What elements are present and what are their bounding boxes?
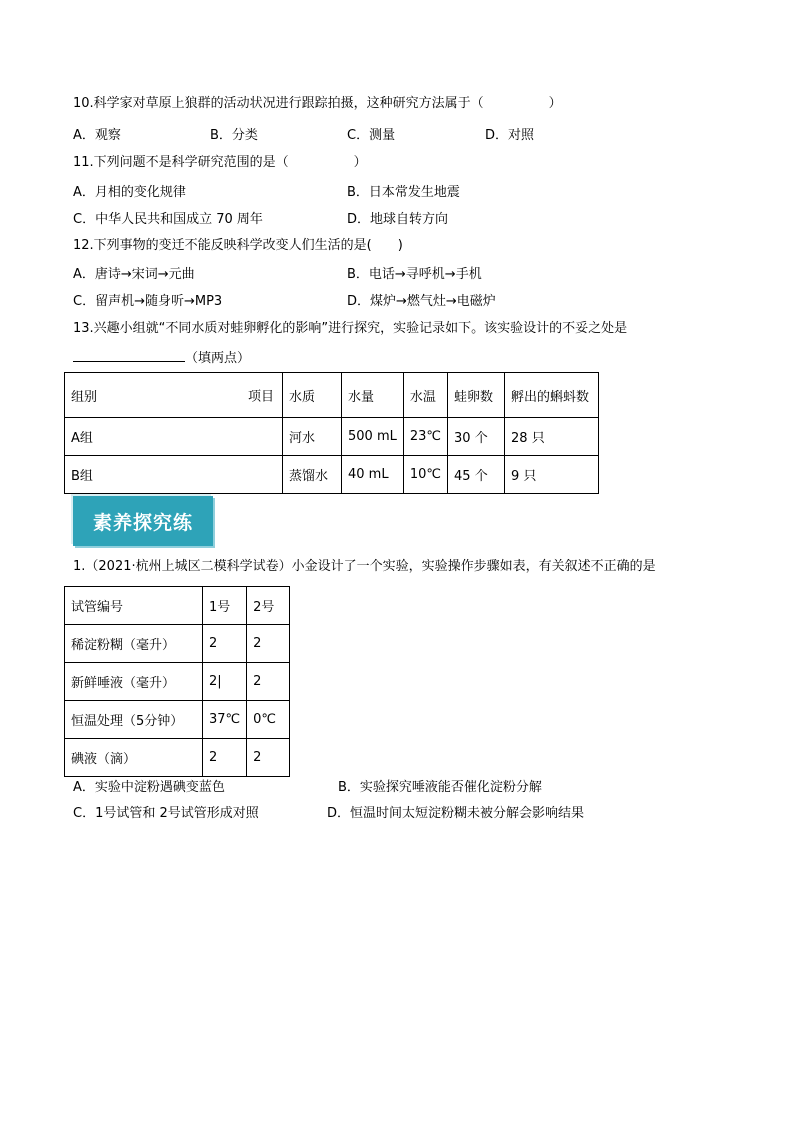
header-item-label: 项目 <box>247 389 274 405</box>
table-cell: 40 mL <box>342 456 404 494</box>
table-cell: 37℃ <box>203 701 247 739</box>
question-13-stem: 13.兴趣小组就“不同水质对蛙卵孵化的影响”进行探究，实验记录如下。该实验设计的不妥之处是 <box>73 321 628 336</box>
q10-option-d: D．对照 <box>485 128 535 143</box>
header-cell: 水量 <box>342 373 404 418</box>
q12-option-d: D．煤炉→燃气灶→电磁炉 <box>347 294 496 309</box>
q13-blank-suffix: （填两点） <box>185 351 251 366</box>
table-cell: 45 个 <box>448 456 505 494</box>
table-cell: 0℃ <box>247 701 290 739</box>
table-cell: 30 个 <box>448 418 505 456</box>
table-row <box>65 739 290 777</box>
header-cell: 1号 <box>203 587 247 625</box>
table-row <box>65 456 599 494</box>
table-cell: 2| <box>203 663 247 701</box>
q12-option-c: C．留声机→随身听→MP3 <box>73 294 223 309</box>
table-row <box>65 625 290 663</box>
header-cell: 水质 <box>283 373 342 418</box>
q11-option-c: C．中华人民共和国成立 70 周年 <box>73 212 263 227</box>
q12-option-b: B．电话→寻呼机→手机 <box>347 267 482 282</box>
table-cell: 2 <box>247 625 290 663</box>
question-12-stem: 12.下列事物的变迁不能反映科学改变人们生活的是( ) <box>73 238 403 253</box>
table-cell: 2 <box>247 739 290 777</box>
table-header-row <box>65 587 290 625</box>
q11-option-a: A．月相的变化规律 <box>73 185 186 200</box>
p1-option-d: D．恒温时间太短淀粉糊未被分解会影响结果 <box>327 806 585 821</box>
answer-blank[interactable] <box>73 347 185 362</box>
header-cell: 试管编号 <box>65 587 203 625</box>
table-cell: 2 <box>203 739 247 777</box>
p1-option-c: C．1号试管和 2号试管形成对照 <box>73 806 259 821</box>
practice-1-stem: 1.（2021·杭州上城区二模科学试卷）小金设计了一个实验，实验操作步骤如表，有关叙述不正确的是 <box>73 559 656 574</box>
table-cell: 新鲜唾液（毫升） <box>65 663 203 701</box>
table-cell: 500 mL <box>342 418 404 456</box>
q10-option-b: B．分类 <box>210 128 258 143</box>
table-header-row <box>65 373 599 418</box>
table-cell: 9 只 <box>505 456 599 494</box>
q11-option-b: B．日本常发生地震 <box>347 185 460 200</box>
header-group-label: 组别 <box>71 389 98 405</box>
table-row <box>65 663 290 701</box>
header-cell: 蛙卵数 <box>448 373 505 418</box>
table-row <box>65 418 599 456</box>
table-cell: 蒸馏水 <box>283 456 342 494</box>
table-cell-group: B组 <box>65 456 283 494</box>
table-cell: 23℃ <box>403 418 447 456</box>
q13-answer-line <box>73 347 250 368</box>
header-cell: 2号 <box>247 587 290 625</box>
section-banner: 素养探究练 <box>73 496 213 546</box>
header-group-item-cell <box>65 373 283 418</box>
header-cell: 水温 <box>403 373 447 418</box>
table-cell: 恒温处理（5分钟） <box>65 701 203 739</box>
question-10-stem: 10.科学家对草原上狼群的活动状况进行跟踪拍摄，这种研究方法属于（ ） <box>73 96 562 111</box>
question-11-stem: 11.下列问题不是科学研究范围的是（ ） <box>73 155 367 170</box>
q13-data-table <box>64 372 599 494</box>
p1-option-b: B．实验探究唾液能否催化淀粉分解 <box>338 780 542 795</box>
p1-option-a: A．实验中淀粉遇碘变蓝色 <box>73 780 225 795</box>
q10-option-c: C．测量 <box>347 128 396 143</box>
table-cell: 碘液（滴） <box>65 739 203 777</box>
table-cell: 河水 <box>283 418 342 456</box>
table-cell: 稀淀粉糊（毫升） <box>65 625 203 663</box>
q12-option-a: A．唐诗→宋词→元曲 <box>73 267 195 282</box>
table-cell: 28 只 <box>505 418 599 456</box>
table-cell: 2 <box>203 625 247 663</box>
table-cell: 2 <box>247 663 290 701</box>
table-cell: 10℃ <box>403 456 447 494</box>
p1-experiment-table <box>64 586 290 777</box>
table-cell-group: A组 <box>65 418 283 456</box>
q11-option-d: D．地球自转方向 <box>347 212 449 227</box>
q10-option-a: A．观察 <box>73 128 121 143</box>
table-row <box>65 701 290 739</box>
header-cell: 孵出的蝌蚪数 <box>505 373 599 418</box>
